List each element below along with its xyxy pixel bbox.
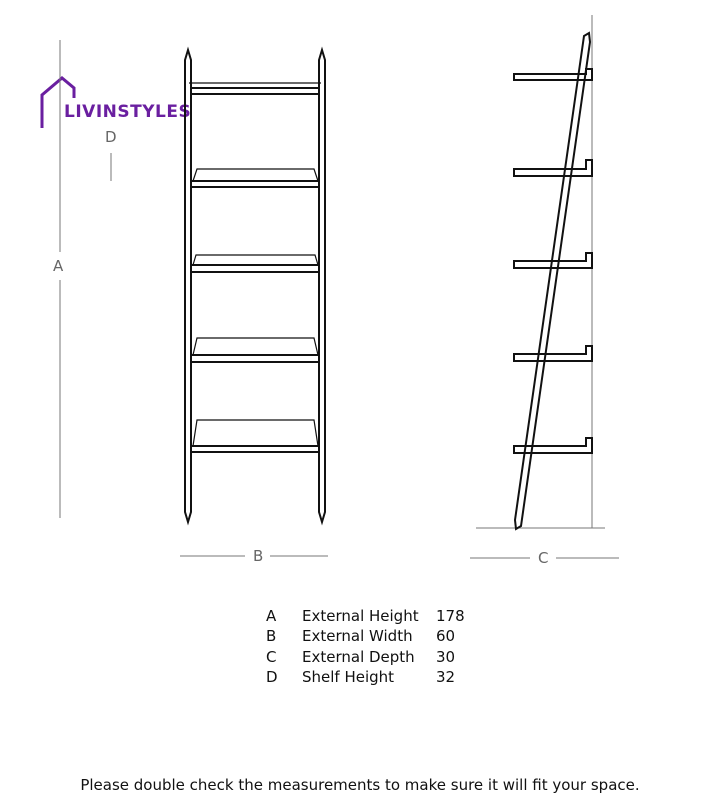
dimension-code: B	[266, 627, 277, 646]
front-view-ladder	[185, 50, 325, 522]
dimension-d-label: D	[105, 128, 117, 146]
side-leg	[515, 33, 590, 529]
side-shelf-4	[514, 346, 592, 361]
dimension-row	[266, 647, 465, 667]
dimensions-table	[266, 606, 465, 687]
dimension-a-label: A	[53, 257, 64, 275]
dimension-code: C	[266, 647, 277, 666]
front-shelf-2	[191, 169, 319, 187]
front-shelf-5	[191, 420, 319, 452]
dimension-code: D	[266, 667, 278, 686]
front-shelf-4	[191, 338, 319, 362]
front-shelf-1	[189, 83, 321, 94]
dimension-c-label: C	[538, 549, 549, 567]
brand-logo	[42, 78, 191, 128]
dimension-value: 32	[436, 667, 456, 686]
dimension-row	[266, 667, 465, 687]
side-view-ladder	[476, 15, 605, 529]
side-shelf-2	[514, 160, 592, 176]
measurement-note: Please double check the measurements to make sure it will fit your space.	[80, 776, 640, 794]
front-shelf-3	[191, 255, 319, 272]
dimension-name: External Height	[302, 607, 419, 625]
dimension-value: 178	[436, 607, 465, 625]
dimension-name: Shelf Height	[302, 667, 395, 686]
dimension-row	[266, 626, 465, 646]
dimension-name: External Depth	[302, 647, 415, 666]
brand-name: LIVINSTYLES	[64, 102, 192, 122]
dimension-row	[266, 606, 465, 626]
dimension-name: External Width	[302, 627, 413, 646]
dimension-value: 30	[436, 647, 456, 666]
dimension-b-label: B	[253, 547, 264, 565]
side-shelf-1	[514, 69, 592, 80]
dimension-code: A	[266, 607, 277, 625]
dimension-value: 60	[436, 627, 456, 646]
